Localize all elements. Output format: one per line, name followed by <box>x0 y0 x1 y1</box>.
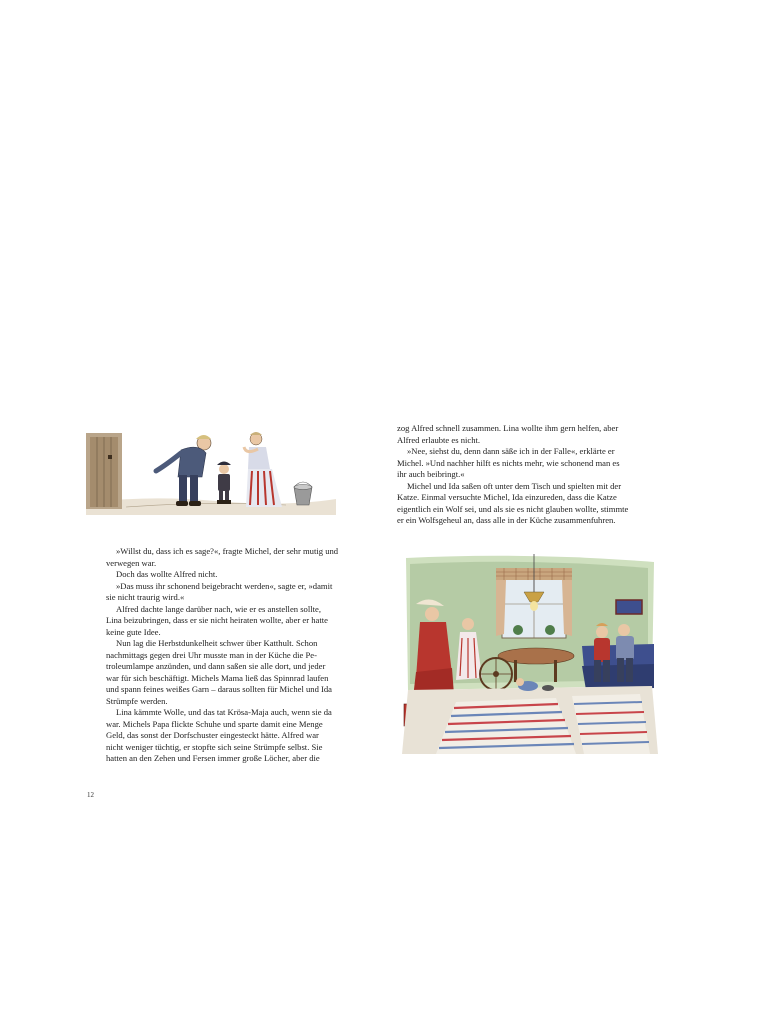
alfred-figure <box>156 435 211 506</box>
kitchen-illustration <box>396 554 658 754</box>
text-line: verwegen war. <box>106 557 157 568</box>
text-line: keine gute Idee. <box>106 626 161 637</box>
farmyard-illustration <box>86 425 336 515</box>
text-line: ihr auch beibringt.« <box>397 469 465 479</box>
kitchen-scene-drawing <box>396 554 658 754</box>
text-line: Lina beizubringen, dass er sie nicht heiraten wollte, aber er hatte <box>106 615 328 625</box>
lina-figure <box>244 432 282 507</box>
text-line: nicht weniger tüchtig, er stopfte sich seine Strümpfe selbst. Sie <box>106 741 323 752</box>
text-line: war. Michels Papa flickte Schuhe und sparte damit eine Menge <box>106 718 323 729</box>
bucket <box>294 482 312 505</box>
text-line: eigentlich ein Wolf sei, und als sie es nicht glauben wollte, stimmte <box>397 503 629 514</box>
text-line: »Das muss ihr schonend beigebracht werden«, sagte er, »damit <box>116 580 333 591</box>
text-line: sie nicht traurig wird.« <box>106 592 185 602</box>
michel-figure <box>217 462 231 505</box>
text-line: zog Alfred schnell zusammen. Lina wollte ihm gern helfen, aber <box>397 423 619 433</box>
text-line: war für sich beschäftigt. Michels Mama ließ das Spinnrad laufen <box>106 672 329 683</box>
farmyard-scene-drawing <box>86 425 336 515</box>
text-line: Michel. »Und nachher hilft es nichts mehr, wie schonend man es <box>397 457 620 468</box>
text-line: nachmittags gegen drei Uhr musste man in der Küche die Pe- <box>106 649 317 660</box>
text-line: Doch das wollte Alfred nicht. <box>116 569 218 579</box>
page-number: 12 <box>87 791 94 799</box>
text-line: Michel und Ida saßen oft unter dem Tisch und spielten mit der <box>407 480 622 491</box>
rag-rugs <box>436 694 650 754</box>
text-line: Alfred erlaubte es nicht. <box>397 434 481 445</box>
text-line: troleumlampe anzünden, und dann saßen sie alle dort, und jeder <box>106 661 326 671</box>
text-line: Katze. Einmal versuchte Michel, Ida einzureden, dass die Katze <box>397 492 617 502</box>
text-line: »Nee, siehst du, denn dann säße ich in der Falle«, erklärte er <box>407 446 615 456</box>
text-line: und spann feines weißes Garn – daraus sollten für Michel und Ida <box>106 684 333 694</box>
text-line: »Willst du, dass ich es sage?«, fragte Michel, der sehr mutig und <box>116 546 339 556</box>
text-line: Nun lag die Herbstdunkelheit schwer über Katthult. Schon <box>116 638 318 648</box>
text-line: Strümpfe werden. <box>106 695 168 706</box>
text-line: Alfred dachte lange darüber nach, wie er es anstellen sollte, <box>116 603 321 614</box>
text-line: Geld, das sonst der Dorfschuster eingesteckt hätte. Alfred war <box>106 730 319 740</box>
right-page-text <box>397 423 657 527</box>
text-line: er ein Wolfsgeheul an, dass alle in der Küche zusammenfuhren. <box>397 515 616 525</box>
text-line: Lina kämmte Wolle, und das tat Krösa-Maja auch, wenn sie da <box>116 707 332 717</box>
text-line: hatten an den Zehen und Fersen immer große Löcher, aber die <box>106 753 320 763</box>
left-page-text <box>106 546 346 765</box>
